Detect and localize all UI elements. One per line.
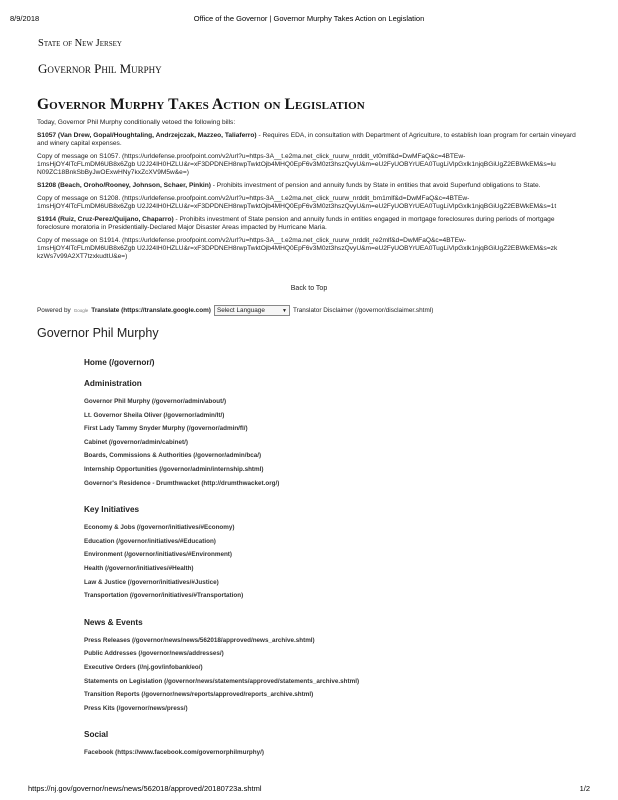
list-item[interactable]: Internship Opportunities (/governor/admin/internship.shtml) [84, 465, 264, 473]
print-date: 8/9/2018 [10, 14, 40, 23]
bill-s1057 [37, 132, 585, 148]
article-body [37, 119, 585, 266]
bill-id: S1057 (Van Drew, Gopal/Houghtaling, Andrzejczak, Mazzeo, Taliaferro) [37, 132, 257, 139]
translate-bar [37, 305, 433, 316]
list-item[interactable]: Education (/governor/initiatives/#Education) [84, 537, 216, 545]
list-item[interactable]: Governor's Residence - Drumthwacket (http://drumthwacket.org/) [84, 479, 280, 487]
list-item[interactable]: Lt. Governor Sheila Oliver (/governor/admin/lt/) [84, 411, 225, 419]
message-url[interactable]: (https://urldefense.proofpoint.com/v2/url?u=https-3A__t.e2ma.net_click_ruurw_nrddit_re2mlf&d=DwMFaQ&c=4BTEw- [120, 237, 467, 244]
translator-disclaimer-link[interactable]: Translator Disclaimer (/governor/disclaimer.shtml) [292, 307, 434, 314]
chevron-down-icon: ▼ [281, 307, 287, 314]
list-item[interactable]: Executive Orders (//nj.gov/infobank/eo/) [84, 663, 203, 671]
administration-list [84, 398, 584, 493]
message-s1208[interactable] [37, 195, 585, 211]
message-s1914[interactable] [37, 237, 585, 261]
message-label[interactable]: Copy of message on S1208. [37, 195, 121, 202]
list-item[interactable]: Boards, Commissions & Authorities (/governor/admin/bca/) [84, 452, 262, 460]
list-item[interactable]: Transition Reports (/governor/news/reports/approved/reports_archive.shtml) [84, 691, 314, 699]
list-item[interactable]: First Lady Tammy Snyder Murphy (/governor/admin/fl/) [84, 425, 248, 433]
footer-home-link[interactable]: Home (/governor/) [84, 358, 155, 367]
bill-desc: - Requires EDA, in consultation with Department of Agriculture, to establish loan program for certain vineyard and winery capital expenses. [37, 132, 576, 147]
bill-s1914 [37, 216, 585, 232]
back-to-top-link[interactable]: Back to Top [290, 285, 328, 292]
message-url[interactable]: (https://urldefense.proofpoint.com/v2/url?u=https-3A__t.e2ma.net_click_ruurw_nrddit_bm1mlf&d=DwMFaQ&c=4BTEw- [120, 195, 470, 202]
page-title: Governor Murphy Takes Action on Legislation [37, 96, 365, 113]
section-heading-administration: Administration [84, 379, 142, 388]
google-translate-link[interactable]: Translate (https://translate.google.com) [91, 307, 211, 314]
footer-nav [84, 358, 584, 775]
list-item[interactable]: Press Releases (/governor/news/news/562018/approved/news_archive.shtml) [84, 636, 315, 644]
language-select-value: Select Language [216, 307, 265, 314]
list-item[interactable]: Law & Justice (/governor/initiatives/#Justice) [84, 578, 219, 586]
message-url[interactable]: (https://urldefense.proofpoint.com/v2/url?u=https-3A__t.e2ma.net_click_ruurw_nrddit_vt0mlf&d=DwMFaQ&c=4BTEw- [120, 153, 466, 160]
page-number: 1/2 [579, 784, 590, 793]
list-item[interactable]: Transportation (/governor/initiatives/#Transportation) [84, 592, 244, 600]
key-initiatives-list [84, 524, 584, 606]
social-list [84, 749, 584, 763]
message-link[interactable] [37, 237, 466, 244]
bill-desc: - Prohibits investment of State pension and annuity funds in entities engaged in mortgage foreclosures during periods of mortgage foreclosure moratoria in Presidentially-Declared Major Disaster Areas impacted by Hurricane Maria. [37, 216, 555, 231]
google-logo: Google [73, 308, 89, 313]
news-events-list [84, 637, 584, 719]
section-heading-social: Social [84, 730, 109, 740]
list-item[interactable]: Cabinet (/governor/admin/cabinet/) [84, 438, 188, 446]
state-of-new-jersey-link[interactable]: State of New Jersey [38, 38, 122, 49]
section-heading-news-events: News & Events [84, 617, 143, 627]
message-link[interactable] [37, 195, 469, 202]
print-page-title: Office of the Governor | Governor Murphy Takes Action on Legislation [193, 14, 425, 23]
list-item[interactable]: Press Kits (/governor/news/press/) [84, 704, 188, 712]
bill-id: S1914 (Ruiz, Cruz-Perez/Quijano, Chaparro) [37, 216, 174, 223]
message-link[interactable] [37, 153, 465, 160]
bill-desc: - Prohibits investment of pension and annuity funds by State in entities that avoid Superfund obligations to State. [210, 182, 541, 189]
list-item[interactable]: Public Addresses (/governor/news/addresses/) [84, 650, 224, 658]
list-item[interactable]: Economy & Jobs (/governor/initiatives/#Economy) [84, 524, 235, 532]
list-item[interactable]: Health (/governor/initiatives/#Health) [84, 564, 194, 572]
message-url-cont[interactable]: 1msHjOY4lTcFLmDM6UB8x6Zgb U2J24IH0HZLU&r=xF3DPDNEH8rwpTwktOjb4MHQ0EpF6v3M0zt3hszQvyU&m=eU2FyUOBYrUEA0TugLiVlpGxlk1njqBGiUgZ2EBWkEM&s=1t [37, 203, 557, 210]
message-label[interactable]: Copy of message on S1057. [37, 153, 121, 160]
list-item[interactable]: Facebook (https://www.facebook.com/governorphilmurphy/) [84, 749, 264, 757]
message-url-cont[interactable]: 1msHjOY4lTcFLmDM6UB8x6Zgb U2J24IH0HZLU&r=xF3DPDNEH8rwpTwktOjb4MHQ0EpF6v3M0zt3hszQvyU&m=eU2FyUOBYrUEA0TugLiVlpGxlk1njqBGiUgZ2EBWkEM&s=lu [37, 161, 556, 168]
language-select[interactable] [214, 305, 290, 316]
message-url-cont[interactable]: 1msHjOY4lTcFLmDM6UB8x6Zgb U2J24IH0HZLU&r=xF3DPDNEH8rwpTwktOjb4MHQ0EpF6v3M0zt3hszQvyU&m=eU2FyUOBYrUEA0TugLiVlpGxlk1njqBGiUgZ2EBWkEM&s=zk [37, 245, 558, 252]
article-intro: Today, Governor Phil Murphy conditionally vetoed the following bills: [37, 119, 236, 126]
list-item[interactable]: Governor Phil Murphy (/governor/admin/about/) [84, 398, 227, 405]
message-url-cont[interactable]: kzWs7v99A2XT7tzxkudtU&e=) [37, 253, 128, 260]
powered-by-label: Powered by [37, 307, 71, 314]
list-item[interactable]: Environment (/governor/initiatives/#Environment) [84, 551, 233, 559]
message-label[interactable]: Copy of message on S1914. [37, 237, 121, 244]
list-item[interactable]: Statements on Legislation (/governor/news/statements/approved/statements_archive.shtml) [84, 677, 360, 685]
message-s1057[interactable] [37, 153, 585, 177]
bill-id: S1208 (Beach, Oroho/Rooney, Johnson, Schaer, Pinkin) [37, 182, 211, 189]
message-url-cont[interactable]: N09ZC18BnkSbByJwOExwHNy7kxZcXV9M5w&e=) [37, 169, 189, 176]
bill-s1208 [37, 182, 585, 190]
footer-title: Governor Phil Murphy [37, 326, 159, 340]
print-url: https://nj.gov/governor/news/news/562018/approved/20180723a.shtml [28, 784, 262, 793]
governor-home-link[interactable]: Governor Phil Murphy [38, 61, 162, 76]
section-heading-key-initiatives: Key Initiatives [84, 505, 140, 515]
